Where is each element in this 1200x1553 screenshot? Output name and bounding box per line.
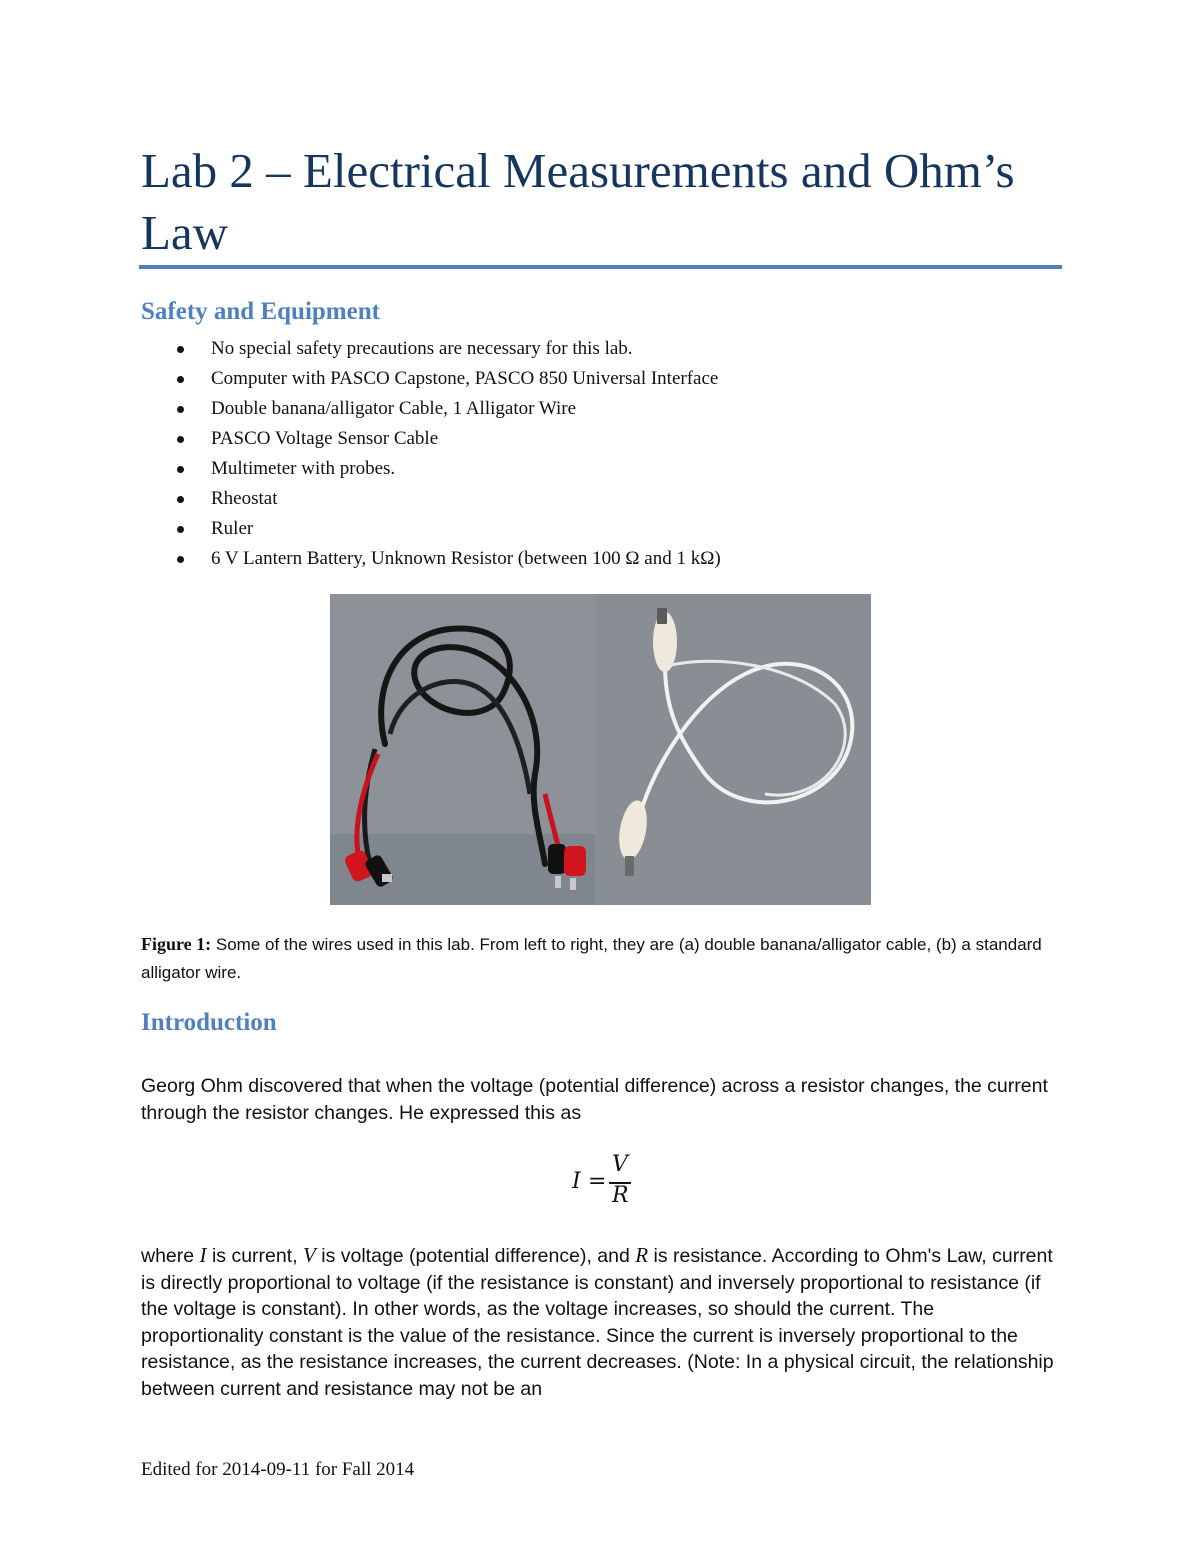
equation-equals: =: [588, 1169, 607, 1194]
bullet-icon: [177, 526, 184, 533]
ohms-law-equation: [568, 1152, 648, 1212]
list-item: PASCO Voltage Sensor Cable: [141, 424, 721, 454]
list-item: No special safety precautions are necessary for this lab.: [141, 334, 721, 364]
intro-paragraph-1: Georg Ohm discovered that when the voltage (potential difference) across a resistor changes, the current through the resistor changes. He expressed this as: [141, 1075, 1048, 1124]
bullet-icon: [177, 556, 184, 563]
bullet-icon: [177, 406, 184, 413]
list-item: 6 V Lantern Battery, Unknown Resistor (between 100 Ω and 1 kΩ): [141, 544, 721, 574]
equation-numerator: V: [612, 1152, 628, 1177]
introduction-heading: Introduction: [141, 1009, 277, 1036]
equation-denominator: R: [612, 1183, 629, 1208]
list-item: Double banana/alligator Cable, 1 Alligator Wire: [141, 394, 721, 424]
bullet-icon: [177, 436, 184, 443]
intro-paragraph-2: where I is current, V is voltage (potential difference), and R is resistance. According to Ohm's Law, current is directly proportional to voltage (if the resistance is constant) and inversely proportional to resistance (if the voltage is constant). In other words, as the voltage increases, so should the current. The proportionality constant is the value of the resistance. Since the current is inversely proportional to the resistance, as the resistance increases, the current decreases. (Note: In a physical circuit, the relationship between current and resistance may not be an: [141, 1243, 1054, 1400]
list-item: Rheostat: [141, 484, 721, 514]
banana-alligator-cable-photo: [330, 594, 595, 905]
figure-caption: Figure 1: Some of the wires used in this lab. From left to right, they are (a) double banana/alligator cable, (b) a standard alligator wire.: [141, 934, 1042, 982]
equation-lhs: I: [572, 1169, 581, 1194]
list-item: Ruler: [141, 514, 721, 544]
list-item: Computer with PASCO Capstone, PASCO 850 Universal Interface: [141, 364, 721, 394]
safety-heading: Safety and Equipment: [141, 298, 380, 325]
page-footer: Edited for 2014-09-11 for Fall 2014: [141, 1459, 415, 1480]
figure-photos: [330, 594, 871, 905]
equipment-list: [141, 334, 721, 574]
bullet-icon: [177, 466, 184, 473]
page-title: Lab 2 – Electrical Measurements and Ohm’s Law: [141, 143, 1015, 260]
bullet-icon: [177, 376, 184, 383]
bullet-icon: [177, 346, 184, 353]
list-item: Multimeter with probes.: [141, 454, 721, 484]
bullet-icon: [177, 496, 184, 503]
title-divider: [139, 265, 1062, 269]
alligator-wire-photo: [595, 594, 871, 905]
